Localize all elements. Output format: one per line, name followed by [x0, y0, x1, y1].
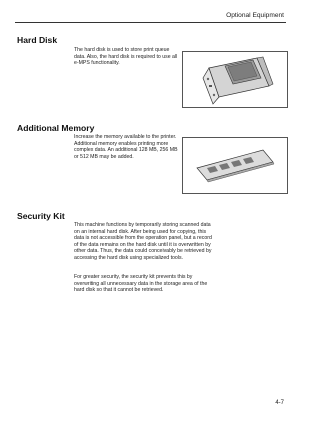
page-number: 4-7 [275, 400, 284, 406]
security-kit-description: This machine functions by temporarily storing scanned data on an internal hard disk. After being used for copying, this data is not accessible from the operation panel, but a record of the data remains on the hard disk until it is overwritten by other data. Thus, the data could conceivably be retrieved by accessing the hard disk using specialized tools. [74, 222, 212, 261]
memory-module-icon [183, 138, 287, 193]
section-title-hard-disk: Hard Disk [17, 35, 58, 45]
section-title-additional-memory: Additional Memory [17, 123, 95, 133]
hard-disk-icon [183, 52, 287, 107]
security-kit-note: For greater security, the security kit prevents this by overwriting all unnecessary data in the storage area of the hard disk so that it cannot be retrieved. [74, 274, 208, 294]
hard-disk-illustration [182, 51, 288, 108]
memory-module-illustration [182, 137, 288, 194]
hard-disk-description: The hard disk is used to store print queue data. Also, the hard disk is required to use all e-MPS functionality. [74, 47, 178, 67]
header-rule [15, 22, 286, 23]
additional-memory-description: Increase the memory available to the printer. Additional memory enables printing more complex data. An additional 128 MB, 256 MB or 512 MB may be added. [74, 134, 178, 160]
section-title-security-kit: Security Kit [17, 211, 65, 221]
chapter-header: Optional Equipment [226, 12, 284, 19]
